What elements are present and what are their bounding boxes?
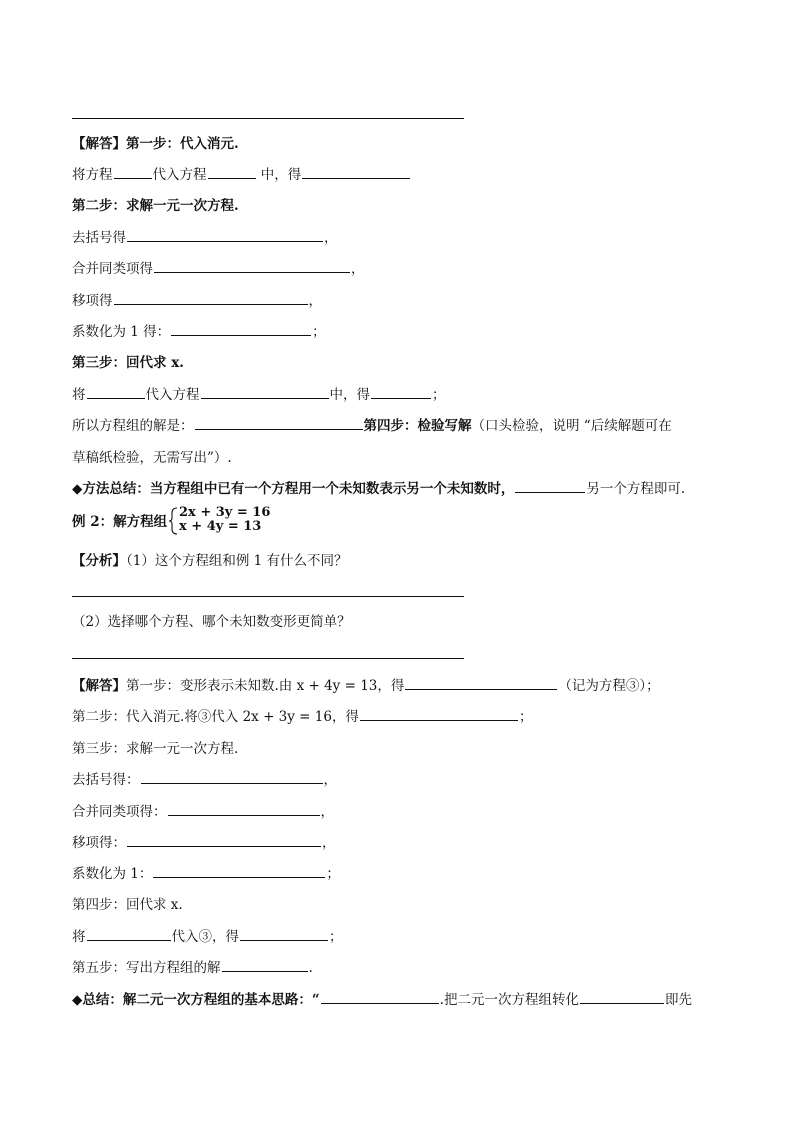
- ex1-step1-line: [72, 135, 239, 153]
- fill-blank[interactable]: [195, 417, 363, 430]
- ex2-q2-line: （2）选择哪个方程、哪个未知数变形更简单？: [72, 614, 351, 630]
- fill-blank[interactable]: [240, 928, 328, 941]
- label-text: .把二元一次方程组转化: [439, 992, 579, 1008]
- fill-blank[interactable]: [168, 803, 320, 816]
- label-text: 中，得: [260, 167, 302, 183]
- label-text: 中，得: [329, 387, 370, 403]
- punct: .: [308, 960, 313, 976]
- ex1-coef-line: [72, 323, 326, 341]
- ex2-coef-line: [72, 865, 340, 883]
- ex2-step4: 第四步：回代求 x.: [72, 897, 183, 913]
- ex1-solution-line: [72, 417, 672, 435]
- fill-blank[interactable]: [127, 834, 321, 847]
- ex2-back-line: [72, 928, 343, 946]
- label-text: 合并同类项得: [72, 261, 153, 277]
- ex1-step2: 第二步：求解一元一次方程.: [72, 198, 239, 214]
- system-eq1: 2x + 3y = 16: [179, 505, 271, 520]
- answer-line-q2[interactable]: [72, 658, 464, 659]
- label-text: 将: [72, 387, 86, 403]
- punct: ；: [312, 324, 326, 340]
- punct: ，: [308, 293, 322, 309]
- answer-line-top: [72, 118, 464, 119]
- punct: ，: [322, 835, 336, 851]
- ex2-summary-line: [72, 991, 692, 1009]
- fill-blank[interactable]: [208, 166, 256, 179]
- fill-blank[interactable]: [405, 677, 557, 690]
- ex2-step1-line: [72, 677, 660, 695]
- punct: ，: [323, 772, 337, 788]
- ex1-back-line: [72, 386, 446, 404]
- label-text: 另一个方程即可.: [586, 481, 686, 497]
- ex2-step5-line: [72, 959, 313, 977]
- label-text: 去括号得：: [72, 772, 140, 788]
- fill-blank[interactable]: [321, 991, 439, 1004]
- fill-blank[interactable]: [371, 386, 431, 399]
- fill-blank[interactable]: [87, 386, 145, 399]
- fill-blank[interactable]: [114, 166, 152, 179]
- ex1-step4-note2: 草稿纸检验，无需写出”）.: [72, 450, 232, 466]
- punct: ；: [326, 866, 340, 882]
- label-text: 所以方程组的解是：: [72, 418, 194, 434]
- ex2-analysis-line: [72, 552, 348, 570]
- ex1-method-line: [72, 480, 685, 498]
- fill-blank[interactable]: [154, 260, 350, 273]
- ex2-step2-line: [72, 708, 532, 726]
- ex1-substitute-line: [72, 166, 411, 184]
- ex1-step3: 第三步：回代求 x.: [72, 355, 184, 371]
- fill-blank[interactable]: [201, 386, 329, 399]
- fill-blank[interactable]: [171, 323, 311, 336]
- answer-tag: 【解答】: [72, 136, 126, 152]
- label-text: 将方程: [72, 167, 113, 183]
- ex2-move-line: [72, 834, 336, 852]
- method-summary: ◆方法总结：当方程组中已有一个方程用一个未知数表示另一个未知数时，: [72, 481, 515, 497]
- answer-tag: 【解答】: [72, 678, 126, 694]
- punct: ；: [329, 929, 343, 945]
- label-text: 去括号得: [72, 230, 126, 246]
- fill-blank[interactable]: [302, 166, 410, 179]
- label-text: 即先: [664, 992, 692, 1008]
- fill-blank[interactable]: [360, 708, 518, 721]
- fill-blank[interactable]: [87, 928, 171, 941]
- label-text: 将: [72, 929, 86, 945]
- system-brace: [168, 507, 178, 535]
- label-text: 系数化为 1 得：: [72, 324, 171, 340]
- summary-text: ◆总结：解二元一次方程组的基本思路：“: [72, 992, 320, 1008]
- label-text: 移项得: [72, 293, 113, 309]
- question-text: （1）这个方程组和例 1 有什么不同？: [126, 553, 348, 569]
- label-text: 系数化为 1：: [72, 866, 153, 882]
- punct: ；: [518, 709, 533, 725]
- fill-blank[interactable]: [114, 292, 308, 305]
- label-text: 代入③，得: [171, 929, 239, 945]
- label-text: 第五步：写出方程组的解: [72, 960, 221, 976]
- fill-blank[interactable]: [153, 865, 325, 878]
- punct: ，: [320, 804, 334, 820]
- punct: ；: [432, 387, 446, 403]
- ex1-move-line: [72, 292, 322, 310]
- label-text: 移项得：: [72, 835, 126, 851]
- step4-text: 第四步：检验写解: [363, 418, 472, 434]
- ex1-expand-line: [72, 229, 338, 247]
- ex2-step3: 第三步：求解一元一次方程.: [72, 741, 239, 757]
- label-text: 第二步：代入消元.将③代入 2x + 3y = 16，得: [72, 709, 359, 725]
- punct: ，: [324, 230, 338, 246]
- system-eq2: x + 4y = 13: [179, 519, 262, 534]
- ex1-combine-line: [72, 260, 365, 278]
- fill-blank[interactable]: [141, 771, 323, 784]
- label-text: 第一步：变形表示未知数.由 x + 4y = 13，得: [126, 678, 405, 694]
- punct: ，: [351, 261, 365, 277]
- ex2-combine-line: [72, 803, 334, 821]
- fill-blank[interactable]: [515, 480, 585, 493]
- fill-blank[interactable]: [222, 959, 308, 972]
- label-text: 代入方程: [152, 167, 207, 183]
- ex2-label: 例 2：解方程组: [72, 514, 168, 530]
- label-text: （记为方程③）；: [558, 678, 660, 694]
- answer-line-q1[interactable]: [72, 596, 464, 597]
- label-text: 合并同类项得：: [72, 804, 167, 820]
- note-text: （口头检验，说明 “后续解题可在: [471, 418, 672, 434]
- label-text: 代入方程: [145, 387, 200, 403]
- step1-text: 第一步：代入消元.: [126, 136, 239, 152]
- ex2-expand-line: [72, 771, 337, 789]
- fill-blank[interactable]: [127, 229, 323, 242]
- analysis-tag: 【分析】: [72, 553, 126, 569]
- fill-blank[interactable]: [580, 991, 664, 1004]
